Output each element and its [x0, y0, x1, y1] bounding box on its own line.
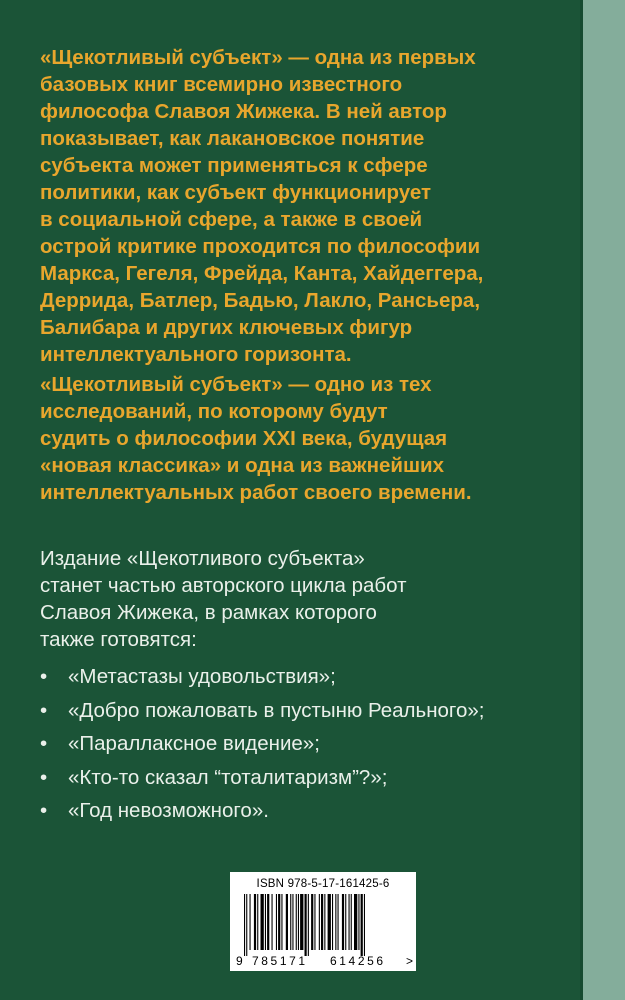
bullet-icon: • [40, 665, 48, 688]
barcode-bar [305, 894, 307, 956]
barcode [230, 872, 416, 971]
bullet-icon: • [40, 765, 48, 789]
barcode-bar [342, 894, 344, 950]
note-line: станет частью авторского цикла работ [40, 574, 407, 597]
barcode-bar [290, 894, 291, 950]
barcode-bar [292, 894, 293, 950]
barcode-first-digit: 9 [236, 954, 243, 968]
barcode-bar [261, 894, 264, 950]
barcode-bar [257, 894, 258, 950]
spine-strip [583, 0, 625, 1000]
barcode-bar [319, 894, 320, 950]
description-paragraph-1 [40, 44, 483, 368]
paragraph-line: субъекта может применяться к сфере [40, 154, 428, 177]
note-line: Славоя Жижека, в рамках которого [40, 601, 377, 624]
paragraph-line: показывает, как лакановское понятие [40, 127, 425, 150]
list-item [40, 797, 484, 831]
barcode-bar [332, 894, 333, 950]
barcode-right-group: 614256 [330, 954, 386, 968]
barcode-bar [308, 894, 309, 956]
barcode-bar [349, 894, 350, 950]
barcode-bars-icon [244, 894, 404, 956]
description-paragraph-2 [40, 371, 472, 506]
paragraph-line: базовых книг всемирно известного [40, 73, 403, 96]
paragraph-line: политики, как субъект функционирует [40, 181, 432, 204]
barcode-bar [250, 894, 251, 950]
list-item [40, 697, 484, 731]
barcode-bar [254, 894, 256, 950]
bullet-icon: • [40, 799, 48, 822]
barcode-bar [345, 894, 346, 950]
barcode-bar [286, 894, 288, 950]
barcode-bar [321, 894, 323, 950]
work-title: «Год невозможного». [68, 799, 269, 822]
barcode-bar [298, 894, 299, 950]
barcode-bar [278, 894, 280, 950]
paragraph-line: Балибара и других ключевых фигур [40, 316, 413, 339]
paragraph-line: острой критике проходится по философии [40, 235, 481, 258]
barcode-bar [267, 894, 269, 950]
paragraph-line: исследований, по которому будут [40, 400, 388, 423]
isbn-label: ISBN 978-5-17-161425-6 [256, 878, 390, 890]
work-title: «Метастазы удовольствия»; [68, 665, 336, 688]
paragraph-line: Деррида, Батлер, Бадью, Лакло, Рансьера, [40, 289, 481, 312]
barcode-bar [311, 894, 313, 950]
barcode-bar [272, 894, 273, 950]
barcode-bar [265, 894, 266, 950]
work-title: «Добро пожаловать в пустыню Реального»; [68, 698, 485, 722]
series-note [40, 545, 407, 653]
barcode-bar [246, 894, 247, 956]
paragraph-line: интеллектуальных работ своего времени. [40, 481, 472, 504]
note-line: также готовятся: [40, 628, 197, 651]
paragraph-line: судить о философии XXI века, будущая [40, 427, 448, 450]
barcode-bar [351, 894, 352, 950]
bullet-icon: • [40, 698, 48, 722]
barcode-bar [358, 894, 359, 950]
barcode-bar [338, 894, 339, 950]
paragraph-line: философа Славоя Жижека. В ней автор [40, 100, 447, 123]
paragraph-line: «Щекотливый субъект» — одна из первых [40, 46, 476, 69]
work-title: «Параллаксное видение»; [68, 732, 320, 755]
barcode-bar [354, 894, 357, 950]
upcoming-works-list [40, 663, 484, 831]
paragraph-line: «Щекотливый субъект» — одно из тех [40, 373, 432, 396]
barcode-end-mark: > [406, 954, 414, 968]
paragraph-line: интеллектуального горизонта. [40, 343, 352, 366]
barcode-bar [328, 894, 331, 950]
list-item [40, 663, 484, 697]
barcode-bar [314, 894, 315, 950]
paragraph-line: Маркса, Гегеля, Фрейда, Канта, Хайдеггера, [40, 262, 484, 285]
barcode-bar [296, 894, 297, 950]
list-item [40, 764, 484, 798]
barcode-left-group: 785171 [252, 954, 308, 968]
barcode-bar [276, 894, 277, 950]
barcode-bar [335, 894, 336, 950]
work-title: «Кто-то сказал “тоталитаризм”?»; [68, 765, 388, 789]
barcode-bar [324, 894, 325, 950]
barcode-bar [281, 894, 282, 950]
barcode-bar [244, 894, 245, 956]
paragraph-line: «новая классика» и одна из важнейших [40, 454, 445, 477]
barcode-bar [300, 894, 303, 950]
paragraph-line: в социальной сфере, а также в своей [40, 208, 423, 231]
bullet-icon: • [40, 732, 48, 755]
barcode-bar [361, 894, 363, 956]
note-line: Издание «Щекотливого субъекта» [40, 547, 365, 570]
barcode-bar [364, 894, 365, 956]
list-item [40, 730, 484, 764]
